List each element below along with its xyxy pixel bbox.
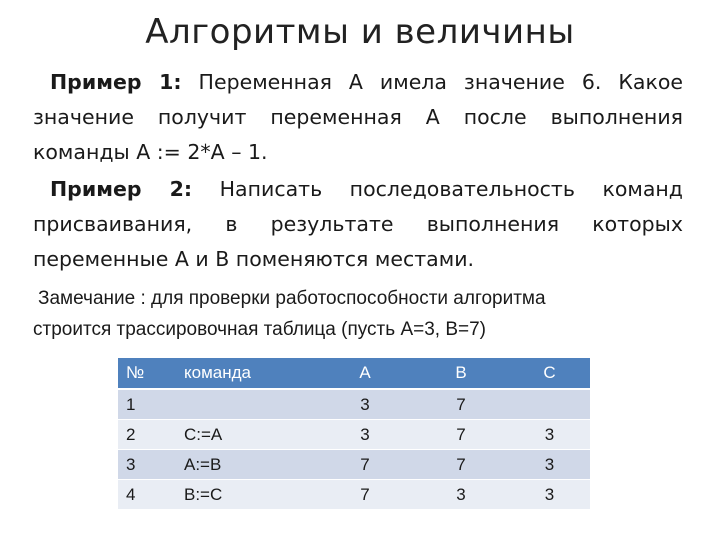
cell-command <box>176 389 317 420</box>
table-row <box>118 389 590 420</box>
cell-command: C:=A <box>176 420 317 450</box>
example-1 <box>33 65 683 170</box>
header-b: B <box>413 358 509 389</box>
table-row <box>118 420 590 450</box>
table-row <box>118 480 590 510</box>
note-line-2: строится трассировочная таблица (пусть А=3, В=7) <box>33 319 486 340</box>
example-2-text: Написать последовательность команд присваивания, в результате выполнения которых переменные А и В поменяются местами. <box>33 177 683 271</box>
trace-table-header <box>118 358 590 389</box>
cell-a: 3 <box>317 389 413 420</box>
slide-title: Алгоритмы и величины <box>145 12 575 52</box>
cell-number: 2 <box>118 420 176 450</box>
cell-a: 7 <box>317 450 413 480</box>
cell-command: A:=B <box>176 450 317 480</box>
note-line-1: Замечание : для проверки работоспособности алгоритма <box>38 288 546 309</box>
cell-a: 3 <box>317 420 413 450</box>
cell-b: 7 <box>413 420 509 450</box>
header-a: A <box>317 358 413 389</box>
example-1-label: Пример 1: <box>50 70 182 94</box>
header-c: C <box>509 358 590 389</box>
cell-a: 7 <box>317 480 413 510</box>
example-1-text: Переменная А имела значение 6. Какое значение получит переменная А после выполнения команды А := 2*А – 1. <box>33 70 683 164</box>
cell-c: 3 <box>509 420 590 450</box>
cell-number: 4 <box>118 480 176 510</box>
example-2 <box>33 172 683 277</box>
cell-number: 3 <box>118 450 176 480</box>
cell-command: B:=C <box>176 480 317 510</box>
cell-b: 3 <box>413 480 509 510</box>
trace-table <box>118 358 590 510</box>
header-command: команда <box>176 358 317 389</box>
cell-c: 3 <box>509 480 590 510</box>
cell-c <box>509 389 590 420</box>
table-row <box>118 450 590 480</box>
cell-number: 1 <box>118 389 176 420</box>
example-2-label: Пример 2: <box>50 177 193 201</box>
header-number: № <box>118 358 176 389</box>
cell-c: 3 <box>509 450 590 480</box>
note <box>33 283 693 345</box>
cell-b: 7 <box>413 389 509 420</box>
cell-b: 7 <box>413 450 509 480</box>
